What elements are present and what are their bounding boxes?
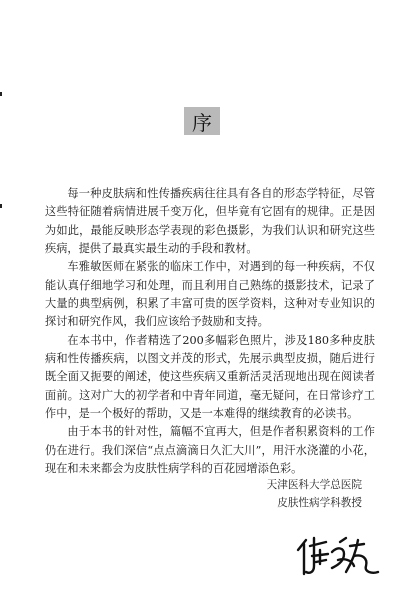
preface-title	[184, 107, 220, 135]
page-edge-mark-top	[0, 92, 2, 96]
attribution	[267, 476, 362, 512]
paragraph-1: 每一种皮肤病和性传播疾病往往具有各自的形态学特征，尽管这些特征随着病情进展千变万化，但毕竟有它固有的规律。正是因为如此，最能反映形态学表现的彩色摄影，为我们认识和研究这些疾病，提供了最真实最生动的手段和教材。	[45, 187, 375, 256]
preface-title-text: 序	[192, 110, 212, 135]
preface-body	[45, 185, 375, 479]
handwritten-signature	[292, 528, 384, 588]
attribution-position: 皮肤性病学科教授	[277, 497, 362, 509]
paragraph-2: 车雅敏医师在紧张的临床工作中，对遇到的每一种疾病，不仅能认真仔细地学习和处理，而且利用自己熟练的摄影技术，记录了大量的典型病例，积累了丰富可贵的医学资料，这种对专业知识的探讨和研究作风，我们应该给予鼓励和支持。	[45, 260, 375, 329]
paragraph-3: 在本书中，作者精选了200多幅彩色照片，涉及180多种皮肤病和性传播疾病，以图文并茂的形式，先展示典型皮损，随后进行既全面又扼要的阐述，使这些疾病又重新活灵活现地出现在阅读者面前。这对广大的初学者和中青年同道，毫无疑问，在日常诊疗工作中，是一个极好的帮助，又是一本难得的继续教育的必读书。	[45, 333, 375, 421]
paragraph-4: 由于本书的针对性，篇幅不宜再大，但是作者积累资料的工作仍在进行。我们深信“点点滴滴日久汇大川”，用汗水浇灌的小花，现在和未来都会为皮肤性病学科的百花园增添色彩。	[45, 425, 375, 476]
page-edge-mark-bottom	[0, 204, 2, 208]
attribution-institution: 天津医科大学总医院	[266, 479, 362, 491]
